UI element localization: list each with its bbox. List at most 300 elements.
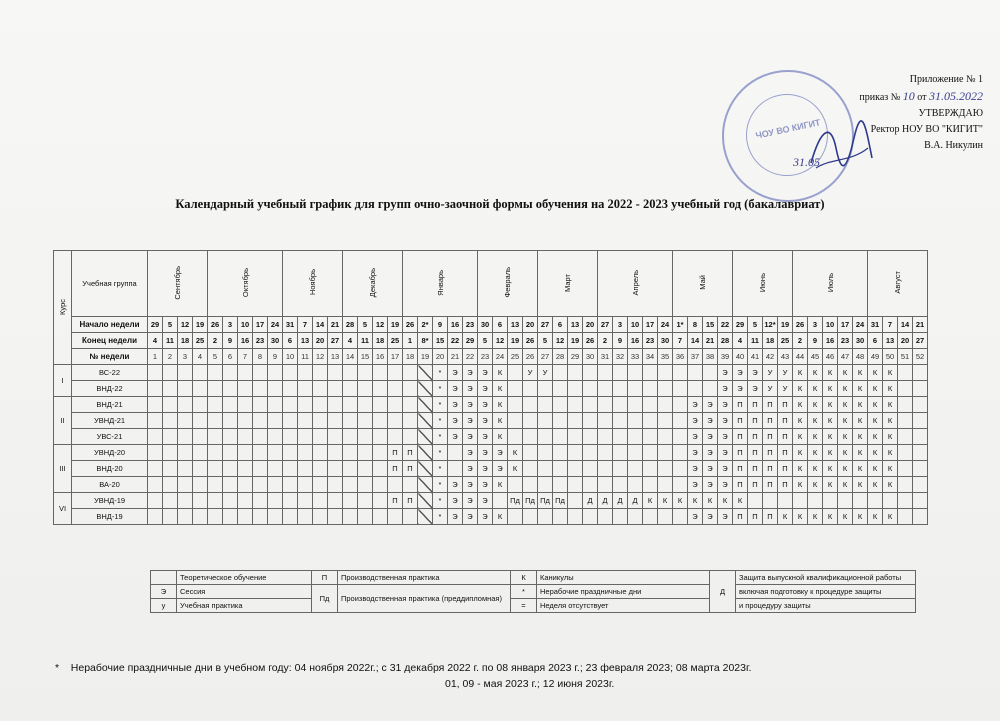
course-header: Курс [54,251,72,365]
group-name: ВС-22 [72,365,148,381]
schedule-cell-empty [508,381,523,397]
week-end-row-cell: 11 [358,333,373,349]
week-start-row-cell: 9 [433,317,448,333]
schedule-cell: Э [478,493,493,509]
week-end-row-cell: 19 [568,333,583,349]
schedule-cell: К [793,413,808,429]
schedule-cell-empty [268,493,283,509]
schedule-cell-empty [373,365,388,381]
schedule-cell: К [868,445,883,461]
week-end-row-cell: 30 [853,333,868,349]
week-start-row-cell: 10 [823,317,838,333]
week-number-row-label: № недели [72,349,148,365]
week-start-row-cell: 6 [553,317,568,333]
schedule-cell-empty [373,509,388,525]
schedule-cell: К [508,461,523,477]
schedule-cell-empty [343,477,358,493]
schedule-cell-empty [313,493,328,509]
schedule-cell-empty [163,429,178,445]
schedule-cell: К [838,381,853,397]
week-start-row-cell: 26 [793,317,808,333]
schedule-cell-empty [343,461,358,477]
legend-practice-label: Производственная практика [338,571,511,585]
week-end-row-cell: 8* [418,333,433,349]
week-number-row-cell: 4 [193,349,208,365]
schedule-cell-empty [283,413,298,429]
schedule-cell: К [793,509,808,525]
week-number-row-cell: 48 [853,349,868,365]
schedule-cell: Э [463,413,478,429]
schedule-cell-empty [913,397,928,413]
schedule-cell-empty [823,493,838,509]
week-end-row-cell: 25 [778,333,793,349]
schedule-cell-empty [598,397,613,413]
schedule-cell-empty [358,493,373,509]
schedule-cell-empty [283,397,298,413]
schedule-cell-empty [898,365,913,381]
schedule-cell: К [823,429,838,445]
legend-k-code: К [511,571,537,585]
schedule-cell-empty [913,477,928,493]
schedule-cell: П [778,397,793,413]
schedule-cell: К [703,493,718,509]
schedule-cell: П [748,461,763,477]
schedule-cell: К [853,445,868,461]
schedule-cell-empty [388,365,403,381]
schedule-cell-empty [403,397,418,413]
schedule-cell-empty [313,365,328,381]
schedule-cell-empty [568,429,583,445]
month-header: Март [538,251,598,317]
schedule-cell-empty [268,365,283,381]
schedule-cell-empty [313,445,328,461]
schedule-cell-empty [388,477,403,493]
schedule-cell: Э [463,461,478,477]
week-end-row-cell: 2 [208,333,223,349]
week-start-row-cell: 12* [763,317,778,333]
week-number-row-cell: 1 [148,349,163,365]
week-start-row-cell: 31 [283,317,298,333]
week-start-row-cell: 21 [913,317,928,333]
schedule-cell-empty [373,461,388,477]
week-number-row-cell: 23 [478,349,493,365]
week-start-row-cell: 15 [703,317,718,333]
schedule-cell-empty [898,413,913,429]
schedule-cell-empty [163,413,178,429]
schedule-cell: П [733,413,748,429]
schedule-cell-empty [448,445,463,461]
schedule-cell-empty [343,381,358,397]
schedule-cell-empty [238,365,253,381]
schedule-cell-empty [673,381,688,397]
schedule-cell: Э [718,509,733,525]
schedule-cell: Э [478,445,493,461]
week-number-row-cell: 27 [538,349,553,365]
schedule-cell-empty [238,477,253,493]
schedule-cell: К [793,365,808,381]
schedule-cell: К [853,509,868,525]
schedule-cell-empty [898,429,913,445]
schedule-cell-empty [208,509,223,525]
schedule-cell-empty [538,477,553,493]
schedule-cell-empty [238,397,253,413]
schedule-cell-empty [343,445,358,461]
schedule-cell-empty [538,461,553,477]
week-start-row-cell: 31 [868,317,883,333]
schedule-cell-empty [268,445,283,461]
schedule-cell: К [853,413,868,429]
schedule-cell: Э [733,365,748,381]
schedule-cell-empty [508,397,523,413]
schedule-cell: Э [448,413,463,429]
week-end-row-cell: 13 [883,333,898,349]
schedule-cell-empty [313,397,328,413]
group-row [54,445,928,461]
schedule-cell-empty [568,397,583,413]
schedule-cell: Э [718,477,733,493]
month-header: Октябрь [208,251,283,317]
schedule-cell: П [403,445,418,461]
schedule-cell: * [433,445,448,461]
page-title: Календарный учебный график для групп очно-заочной формы обучения на 2022 - 2023 учебный год (бакалавриат) [175,197,825,211]
schedule-cell: П [763,509,778,525]
schedule-cell-empty [613,509,628,525]
schedule-cell-empty [493,493,508,509]
week-start-row-cell: 28 [343,317,358,333]
schedule-cell-empty [268,381,283,397]
week-number-row-cell: 15 [358,349,373,365]
week-number-row-cell: 49 [868,349,883,365]
schedule-cell: К [493,413,508,429]
week-end-row-cell: 30 [268,333,283,349]
schedule-cell-empty [358,429,373,445]
schedule-cell-empty [643,381,658,397]
schedule-cell: К [883,397,898,413]
schedule-cell-empty [613,413,628,429]
schedule-cell-empty [283,477,298,493]
schedule-cell: У [778,381,793,397]
schedule-cell: К [793,381,808,397]
schedule-cell: Пд [553,493,568,509]
schedule-cell: К [868,477,883,493]
schedule-cell: Э [703,413,718,429]
schedule-cell-empty [898,493,913,509]
schedule-cell-empty [298,461,313,477]
schedule-cell-empty [553,397,568,413]
schedule-cell-empty [643,365,658,381]
schedule-cell: К [883,365,898,381]
group-row [54,493,928,509]
schedule-cell-empty [373,493,388,509]
schedule-cell-empty [268,509,283,525]
week-number-row-cell: 28 [553,349,568,365]
schedule-cell-empty [358,397,373,413]
schedule-cell: Пд [523,493,538,509]
schedule-cell: Э [688,397,703,413]
schedule-cell-empty [673,397,688,413]
week-number-row-cell: 34 [643,349,658,365]
week-number-row-cell: 47 [838,349,853,365]
schedule-cell-empty [628,397,643,413]
seal-text: ЧОУ ВО КИГИТ [754,117,822,141]
schedule-cell: К [688,493,703,509]
schedule-cell-empty [898,445,913,461]
schedule-cell-empty [223,381,238,397]
schedule-cell: Э [448,493,463,509]
schedule-cell-empty [658,445,673,461]
schedule-cell-empty [583,365,598,381]
schedule-cell-empty [658,429,673,445]
group-row [54,381,928,397]
legend-holidays-label: Каникулы [537,571,710,585]
schedule-cell-empty [343,493,358,509]
schedule-cell-empty [178,365,193,381]
schedule-cell: Э [718,461,733,477]
week-start-row-cell: 6 [493,317,508,333]
schedule-cell-empty [343,429,358,445]
month-header: Июнь [733,251,793,317]
schedule-cell: К [508,445,523,461]
week-start-row-cell: 13 [568,317,583,333]
schedule-cell: * [433,397,448,413]
schedule-cell-empty [193,413,208,429]
absent-week-cell [418,397,433,413]
schedule-cell: П [733,509,748,525]
schedule-cell-empty [628,413,643,429]
week-end-row-cell: 9 [613,333,628,349]
schedule-cell: Э [463,509,478,525]
schedule-cell: П [763,397,778,413]
schedule-cell: К [853,477,868,493]
week-end-row-cell: 18 [178,333,193,349]
schedule-cell-empty [163,445,178,461]
schedule-cell-empty [658,509,673,525]
schedule-cell-empty [358,477,373,493]
schedule-cell: П [733,445,748,461]
schedule-cell: П [778,413,793,429]
schedule-cell: П [733,461,748,477]
schedule-cell-empty [568,509,583,525]
schedule-cell-empty [703,365,718,381]
schedule-cell-empty [298,365,313,381]
schedule-cell-empty [163,477,178,493]
schedule-cell: Э [688,509,703,525]
schedule-cell-empty [898,477,913,493]
schedule-cell: К [493,397,508,413]
schedule-cell: К [493,477,508,493]
schedule-cell: К [838,365,853,381]
schedule-cell-empty [868,493,883,509]
approval-block [788,72,983,172]
schedule-cell: П [733,477,748,493]
rector-label: Ректор НОУ ВО "КИГИТ" [870,124,983,135]
schedule-cell-empty [223,429,238,445]
schedule-cell-empty [523,413,538,429]
schedule-cell-empty [178,397,193,413]
schedule-cell-empty [553,477,568,493]
schedule-cell: Э [448,509,463,525]
schedule-cell-empty [328,397,343,413]
schedule-cell: Э [448,397,463,413]
schedule-cell: П [778,429,793,445]
schedule-cell: К [493,429,508,445]
schedule-cell-empty [223,413,238,429]
holidays-footnote [55,660,955,692]
schedule-cell: Э [448,477,463,493]
schedule-cell-empty [283,445,298,461]
week-end-row-cell: 11 [163,333,178,349]
schedule-cell: К [868,461,883,477]
week-start-row-cell: 17 [253,317,268,333]
schedule-cell: К [868,413,883,429]
week-end-row-cell: 16 [628,333,643,349]
schedule-cell-empty [643,413,658,429]
schedule-cell-empty [388,509,403,525]
schedule-cell: К [838,461,853,477]
schedule-cell: Э [493,461,508,477]
schedule-cell-empty [553,445,568,461]
week-number-row-cell: 40 [733,349,748,365]
schedule-cell-empty [643,477,658,493]
schedule-cell-empty [613,477,628,493]
schedule-cell-empty [643,461,658,477]
week-number-row-cell: 36 [673,349,688,365]
schedule-cell: К [823,381,838,397]
schedule-cell: * [433,493,448,509]
week-start-row-cell: 21 [328,317,343,333]
schedule-cell: К [853,397,868,413]
schedule-cell-empty [628,461,643,477]
schedule-cell-empty [193,493,208,509]
schedule-cell: К [808,477,823,493]
schedule-cell: П [388,461,403,477]
schedule-cell-empty [583,445,598,461]
week-start-row-cell: 19 [193,317,208,333]
schedule-cell: У [763,381,778,397]
legend-predip-label: Производственная практика (преддипломная) [338,585,511,613]
schedule-cell-empty [148,381,163,397]
schedule-cell-empty [568,413,583,429]
schedule-cell: Э [463,381,478,397]
schedule-cell-empty [148,493,163,509]
schedule-cell-empty [193,429,208,445]
absent-week-cell [418,477,433,493]
schedule-cell: * [433,461,448,477]
schedule-cell-empty [298,477,313,493]
week-number-row-cell: 21 [448,349,463,365]
schedule-cell-empty [643,429,658,445]
schedule-cell-empty [328,381,343,397]
schedule-cell: К [823,397,838,413]
schedule-cell: К [853,381,868,397]
schedule-cell-empty [628,509,643,525]
schedule-cell-empty [628,381,643,397]
legend-d-code: Д [710,571,736,613]
schedule-cell-empty [343,365,358,381]
week-end-row-cell: 1 [403,333,418,349]
schedule-cell-empty [343,397,358,413]
week-start-row-cell: 23 [463,317,478,333]
schedule-cell: П [733,429,748,445]
schedule-cell-empty [913,509,928,525]
schedule-cell: Э [478,509,493,525]
schedule-cell-empty [313,429,328,445]
schedule-cell-empty [778,493,793,509]
schedule-cell-empty [223,445,238,461]
schedule-cell-empty [208,381,223,397]
schedule-cell-empty [148,461,163,477]
schedule-cell: У [523,365,538,381]
schedule-cell: К [823,365,838,381]
schedule-cell-empty [208,365,223,381]
week-number-row-cell: 25 [508,349,523,365]
week-number-row-cell: 3 [178,349,193,365]
schedule-cell-empty [268,413,283,429]
week-start-row-cell: 27 [538,317,553,333]
schedule-cell-empty [838,493,853,509]
schedule-cell-empty [553,461,568,477]
course-cell: III [54,445,72,493]
schedule-cell: К [493,381,508,397]
schedule-cell-empty [358,365,373,381]
group-name: ВНД-20 [72,461,148,477]
schedule-cell: Э [463,397,478,413]
schedule-cell: К [853,461,868,477]
schedule-cell-empty [283,429,298,445]
group-name: ВНД-19 [72,509,148,525]
schedule-cell-empty [583,477,598,493]
schedule-cell-empty [163,461,178,477]
schedule-cell: Э [718,413,733,429]
schedule-cell-empty [598,413,613,429]
week-end-row-cell: 5 [538,333,553,349]
schedule-cell: К [823,477,838,493]
week-number-row-cell: 7 [238,349,253,365]
schedule-cell: П [748,509,763,525]
schedule-cell: Э [688,461,703,477]
week-start-row-cell: 22 [718,317,733,333]
schedule-cell-empty [643,397,658,413]
legend-edu-label: Учебная практика [177,599,312,613]
week-start-row-cell: 13 [508,317,523,333]
schedule-cell: Э [463,429,478,445]
schedule-cell-empty [673,429,688,445]
week-number-row-cell: 9 [268,349,283,365]
group-name: УВС-21 [72,429,148,445]
schedule-cell-empty [163,381,178,397]
schedule-cell-empty [208,477,223,493]
absent-week-cell [418,493,433,509]
week-start-row-cell: 10 [238,317,253,333]
schedule-cell-empty [283,461,298,477]
schedule-cell-empty [658,477,673,493]
approve-label: УТВЕРЖДАЮ [918,108,983,119]
schedule-cell-empty [913,445,928,461]
schedule-cell-empty [808,493,823,509]
month-header-row [54,251,928,317]
week-end-row-cell: 12 [553,333,568,349]
schedule-cell-empty [223,397,238,413]
legend-nonwork-label: Нерабочие праздничные дни [537,585,710,599]
week-start-row-cell: 16 [448,317,463,333]
week-end-row-cell: 13 [298,333,313,349]
schedule-cell-empty [298,493,313,509]
schedule-cell: К [493,365,508,381]
schedule-cell-empty [403,509,418,525]
schedule-cell-empty [508,365,523,381]
schedule-cell-empty [268,429,283,445]
schedule-cell-empty [883,493,898,509]
